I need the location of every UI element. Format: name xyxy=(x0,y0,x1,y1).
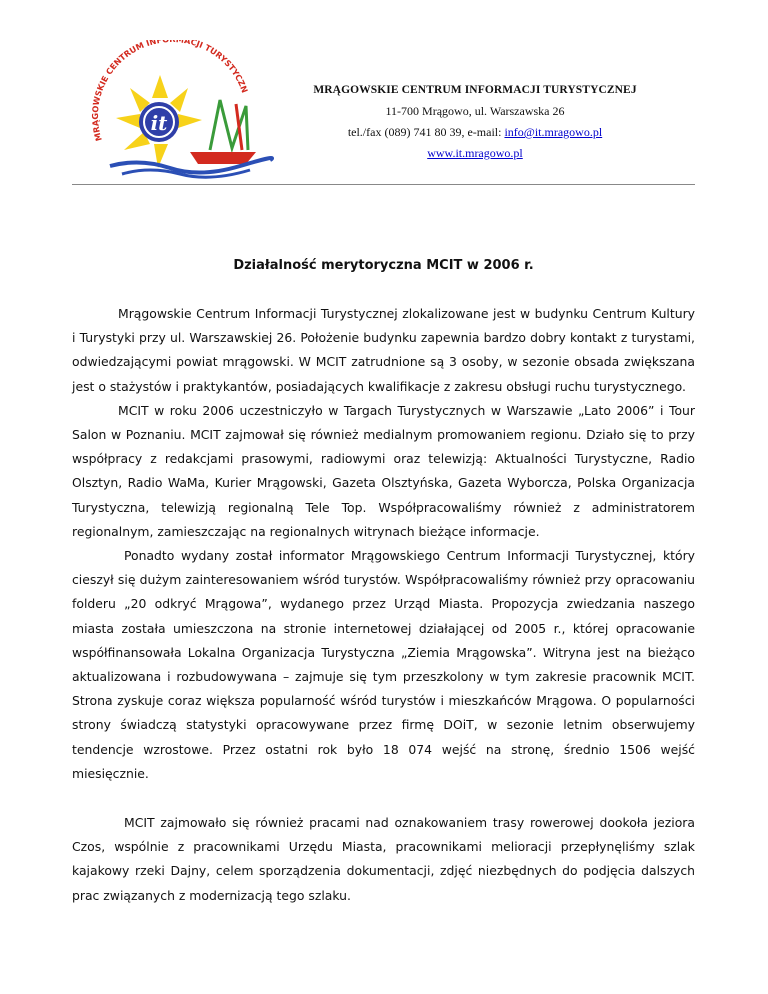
email-link[interactable]: info@it.mragowo.pl xyxy=(504,125,603,139)
letterhead xyxy=(290,80,660,164)
logo-ring-text: MRĄGOWSKIE CENTRUM INF ACJI TURYSTYCZN xyxy=(89,40,251,143)
document-title: Działalność merytoryczna MCIT w 2006 r. xyxy=(233,258,534,273)
paragraph-3: Ponadto wydany został informator Mrągowskiego Centrum Informacji Turystycznej, który cieszył się dużym zainteresowaniem wśród turystów. Współpracowaliśmy również przy opracowaniu folderu „20 odkryć Mrągowa”, wydanego przez Urząd Miasta. Propozycja zwiedzania naszego miasta została umieszczona na stronie internetowej działającej od 2005 r., której opracowanie współfinansowała Lokalna Organizacja Turystyczna „Ziemia Mrągowska”. Witryna jest na bieżąco aktualizowana i rozbudowywana – zajmuje się tym przeszkolony w tym zakresie pracownik MCIT. Strona zyskuje coraz większa popularność wśród turystów i mieszkańców Mrągowa. O popularności strony świadczą statystyki opracowywane przez firmę DOiT, w sezonie letnim obserwujemy tendencje wzrostowe. Przez ostatni rok było 18 074 wejść na stronę, średnio 1506 wejść miesięcznie. xyxy=(72,548,695,781)
org-contact xyxy=(290,122,660,143)
paragraph-2: MCIT w roku 2006 uczestniczyło w Targach Turystycznych w Warszawie „Lato 2006” i Tour Salon w Poznaniu. MCIT zajmował się również medialnym promowaniem regionu. Działo się to przy współpracy z redakcjami prasowymi, radiowymi oraz telewizją: Aktualności Turystyczne, Radio Olsztyn, Radio WaMa, Kurier Mrągowski, Gazeta Olsztyńska, Gazeta Wyborcza, Polska Organizacja Turystyczna, telewizją regionalną Tele Top. Współpracowaliśmy również z administratorem regionalnym, zamieszczając na regionalnych witrynach bieżące informacje. xyxy=(72,402,695,539)
it-badge-label: it xyxy=(150,111,168,135)
header-divider xyxy=(72,184,695,185)
document-body xyxy=(72,302,695,908)
sail-red-icon xyxy=(236,104,242,150)
logo-graphic xyxy=(70,40,280,180)
org-address: 11-700 Mrągowo, ul. Warszawska 26 xyxy=(385,104,565,118)
mcit-logo xyxy=(70,40,280,180)
paragraph-4: MCIT zajmowało się również pracami nad oznakowaniem trasy rowerowej dookoła jeziora Czos, wspólnie z pracownikami Urzędu Miasta, pracownikami melioracji przepłynęliśmy szlak kajakowy rzeki Dajny, celem sporządzenia dokumentacji, zdjęć niezbędnych do podjęcia dalszych prac związanych z modernizacją tego szlaku. xyxy=(72,815,695,903)
contact-prefix: tel./fax (089) 741 80 39, e-mail: xyxy=(347,125,505,139)
paragraph-1: Mrągowskie Centrum Informacji Turystycznej zlokalizowane jest w budynku Centrum Kultury i Turystyki przy ul. Warszawskiej 26. Położenie budynku zapewnia bardzo dobry kontakt z turystami, odwiedzającymi powiat mrągowski. W MCIT zatrudnione są 3 osoby, w sezonie obsada zwiększana jest o stażystów i praktykantów, posiadających kwalifikacje z zakresu obsługi ruchu turystycznego. xyxy=(72,306,695,394)
org-name: MRĄGOWSKIE CENTRUM INFORMACJI TURYSTYCZNEJ xyxy=(313,84,637,96)
website-link[interactable]: www.it.mragowo.pl xyxy=(427,146,523,160)
